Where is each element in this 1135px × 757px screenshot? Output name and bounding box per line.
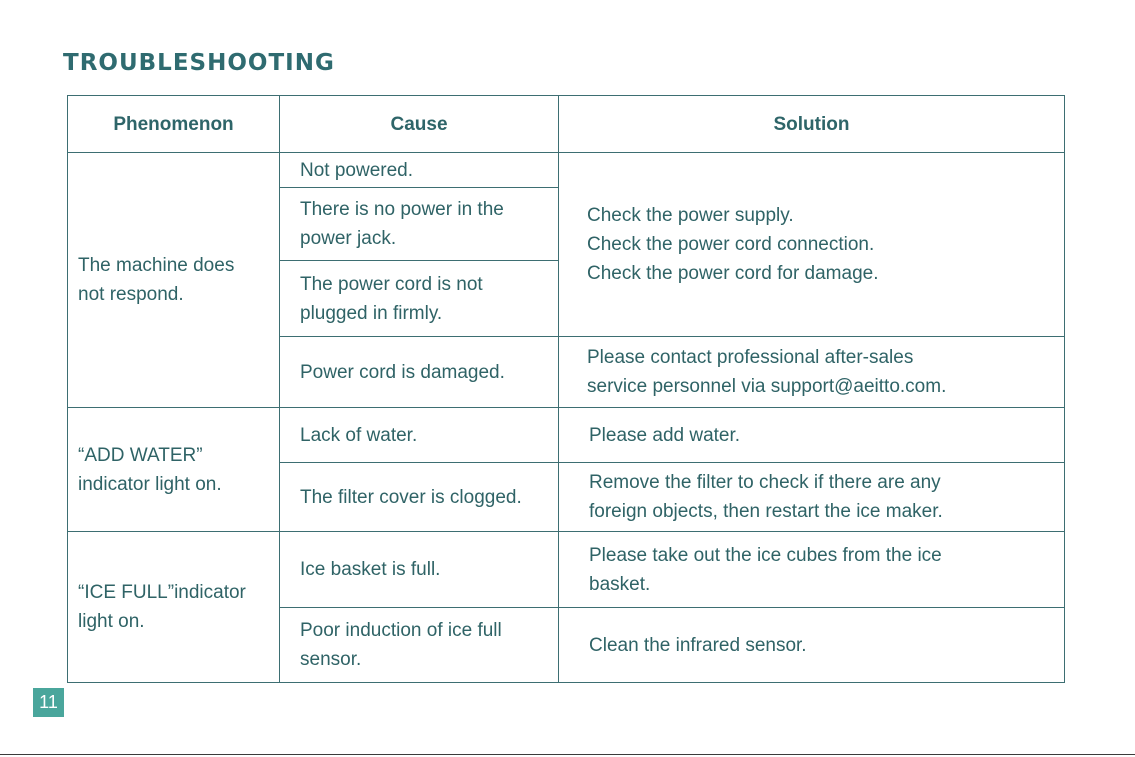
header-row bbox=[68, 96, 1065, 153]
solution-cell bbox=[559, 408, 1065, 463]
solution-text: Check the power cord connection. bbox=[587, 234, 875, 255]
solution-cell bbox=[559, 608, 1065, 683]
cause-text: Not powered. bbox=[300, 159, 414, 181]
solution-text: service personnel via support@aeitto.com. bbox=[587, 376, 947, 397]
header-cause: Cause bbox=[280, 96, 559, 153]
phenomenon-cell bbox=[68, 153, 280, 408]
table-row bbox=[68, 532, 1065, 608]
cause-cell bbox=[280, 188, 559, 261]
page-number-badge: 11 bbox=[33, 688, 64, 717]
cause-text: Ice basket is full. bbox=[300, 559, 441, 580]
solution-cell bbox=[559, 532, 1065, 608]
cause-cell bbox=[280, 337, 559, 408]
solution-text: basket. bbox=[589, 573, 651, 595]
cause-cell bbox=[280, 261, 559, 337]
solution-text: Check the power cord for damage. bbox=[587, 263, 879, 284]
solution-text: Clean the infrared sensor. bbox=[589, 634, 807, 656]
solution-cell bbox=[559, 337, 1065, 408]
phenomenon-text: indicator light on. bbox=[78, 473, 222, 495]
troubleshooting-table bbox=[67, 95, 1065, 683]
cause-cell bbox=[280, 608, 559, 683]
cause-text: plugged in firmly. bbox=[300, 302, 443, 324]
cause-text: The power cord is not bbox=[300, 273, 483, 295]
header-phenomenon: Phenomenon bbox=[68, 96, 280, 153]
solution-text: Please add water. bbox=[589, 424, 741, 446]
header-solution: Solution bbox=[559, 96, 1065, 153]
table-row bbox=[68, 153, 1065, 188]
phenomenon-text: “ADD WATER” bbox=[78, 444, 203, 466]
solution-cell bbox=[559, 463, 1065, 532]
solution-text: Please take out the ice cubes from the ice bbox=[589, 544, 942, 566]
cause-text: Poor induction of ice full bbox=[300, 620, 502, 641]
solution-text: foreign objects, then restart the ice maker. bbox=[589, 501, 943, 522]
phenomenon-cell bbox=[68, 532, 280, 683]
bottom-rule bbox=[0, 754, 1135, 755]
cause-cell bbox=[280, 532, 559, 608]
cause-cell bbox=[280, 408, 559, 463]
cause-cell bbox=[280, 463, 559, 532]
phenomenon-text: light on. bbox=[78, 611, 145, 632]
phenomenon-text: The machine does bbox=[78, 255, 235, 276]
cause-text: The filter cover is clogged. bbox=[300, 486, 522, 508]
phenomenon-cell bbox=[68, 408, 280, 532]
cause-text: Power cord is damaged. bbox=[300, 361, 505, 383]
solution-text: Please contact professional after-sales bbox=[587, 347, 914, 368]
solution-text: Check the power supply. bbox=[587, 205, 794, 226]
solution-cell bbox=[559, 153, 1065, 337]
solution-text: Remove the filter to check if there are any bbox=[589, 472, 941, 493]
phenomenon-text: not respond. bbox=[78, 284, 184, 305]
cause-text: sensor. bbox=[300, 649, 362, 670]
cause-text: power jack. bbox=[300, 228, 397, 249]
phenomenon-text: “ICE FULL”indicator bbox=[78, 582, 246, 603]
table-row bbox=[68, 408, 1065, 463]
cause-cell bbox=[280, 153, 559, 188]
cause-text: Lack of water. bbox=[300, 424, 418, 446]
page-title: TROUBLESHOOTING bbox=[63, 50, 335, 76]
cause-text: There is no power in the bbox=[300, 199, 504, 220]
